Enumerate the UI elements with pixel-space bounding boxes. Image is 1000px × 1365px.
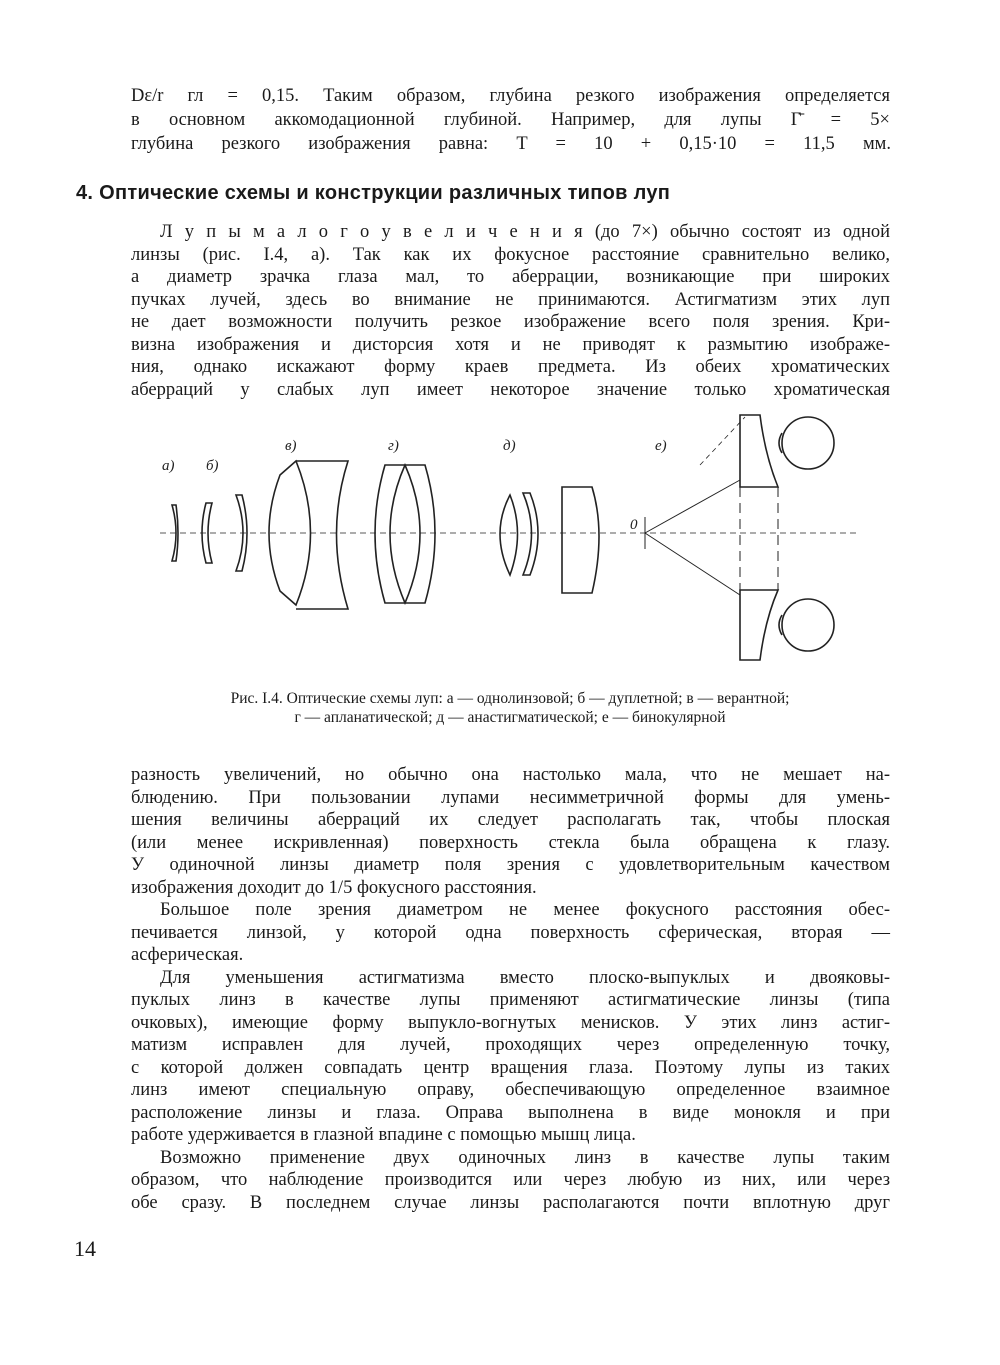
text-line: визна изображения и дисторсия хотя и не приводят к размытию изображе- <box>131 334 890 355</box>
text-line: работе удерживается в глазной впадине с помощью мышц лица. <box>131 1125 636 1145</box>
text-line: Для уменьшения астигматизма вместо плоско-выпуклых и двояковы- <box>160 967 890 988</box>
label-d: д) <box>503 438 516 454</box>
optical-schemes-figure <box>140 405 860 670</box>
text-line: не дает возможности получить резкое изображение всего поля зрения. Кри- <box>131 312 890 332</box>
figure-caption-line: г — апланатической; д — анастигматической; е — бинокулярной <box>294 709 726 726</box>
text-line: печивается линзой, у которой одна поверхность сферическая, вторая — <box>131 922 890 943</box>
text-line: обе сразу. В последнем случае линзы располагаются почти вплотную друг <box>131 1192 890 1213</box>
text-line: образом, что наблюдение производится или через любую из них, или через <box>131 1170 890 1190</box>
lens-e-bottom <box>740 590 778 660</box>
section-heading: 4. Оптические схемы и конструкции различных типов луп <box>76 182 671 204</box>
text-line: асферическая. <box>131 945 244 965</box>
text-line: матизм исправлен для лучей, проходящих через определенную точку, <box>131 1035 890 1055</box>
text-line: блюдению. При пользовании лупами несимметричной формы для умень- <box>131 787 890 808</box>
label-g: г) <box>388 438 399 454</box>
text-line: пуклых линз в качестве лупы применяют астигматические линзы (типа <box>131 990 890 1010</box>
text-line: разность увеличений, но обычно она настолько мала, что не мешает на- <box>131 765 890 785</box>
text-line: очковых), имеющие форму выпукло-вогнутых менисков. У этих линз астиг- <box>131 1012 890 1033</box>
text-line: изображения доходит до 1/5 фокусного расстояния. <box>131 877 537 898</box>
text-line: ния, однако искажают форму краев предмета. Из обеих хроматических <box>131 357 890 377</box>
label-b: б) <box>206 458 219 474</box>
text-line: пучках лучей, здесь во внимание не принимаются. Астигматизм этих луп <box>131 289 890 310</box>
text-line: (или менее искривленная) поверхность стекла была обращена к глазу. <box>131 832 890 853</box>
label-origin: 0 <box>630 517 638 533</box>
text-line: шения величины аберраций их следует располагать так, чтобы плоская <box>131 810 890 830</box>
label-e: е) <box>655 438 667 454</box>
lens-g-inner <box>390 465 420 603</box>
text-line: а диаметр зрачка глаза мал, то аберрации, возникающие при широких <box>131 267 890 287</box>
label-v: в) <box>285 438 297 454</box>
lens-d1 <box>500 495 518 575</box>
text-line: глубина резкого изображения равна: T = 10 + 0,15·10 = 11,5 мм. <box>131 134 891 154</box>
text-line: У одиночной линзы диаметр поля зрения с удовлетворительным качеством <box>131 855 890 875</box>
text-line: Dε/r гл = 0,15. Таким образом, глубина резкого изображения определяется <box>131 86 890 106</box>
text-line: линзы (рис. I.4, а). Так как их фокусное расстояние сравнительно велико, <box>131 244 890 265</box>
figure-caption-line: Рис. I.4. Оптические схемы луп: а — однолинзовой; б — дуплетной; в — верантной; <box>230 690 790 707</box>
lens-d3 <box>562 487 599 593</box>
text-line: с которой должен совпадать центр вращения глаза. Поэтому лупы из таких <box>131 1057 890 1078</box>
eye-bottom <box>782 599 834 651</box>
text-line: линз имеют специальную оправу, обеспечивающую определенное взаимное <box>131 1080 890 1100</box>
text-line: Большое поле зрения диаметром не менее фокусного расстояния обес- <box>160 900 890 920</box>
page-number: 14 <box>74 1236 96 1261</box>
lens-d2 <box>523 493 538 575</box>
eye-top <box>782 417 834 469</box>
text-line: Возможно применение двух одиночных линз в качестве лупы таким <box>160 1147 890 1168</box>
text-line: расположение линзы и глаза. Оправа выполнена в виде монокля и при <box>131 1102 890 1123</box>
text-line: Л у п ы м а л о г о у в е л и ч е н и я (до 7×) обычно состоят из одной <box>160 222 890 242</box>
text-line: аберраций у слабых луп имеет некоторое значение только хроматическая <box>131 379 890 400</box>
lens-e-top <box>740 415 778 487</box>
lens-g-outer <box>375 465 435 603</box>
label-a: а) <box>162 458 175 474</box>
text-line: в основном аккомодационной глубиной. Например, для лупы Γ̄ = 5× <box>131 110 890 130</box>
